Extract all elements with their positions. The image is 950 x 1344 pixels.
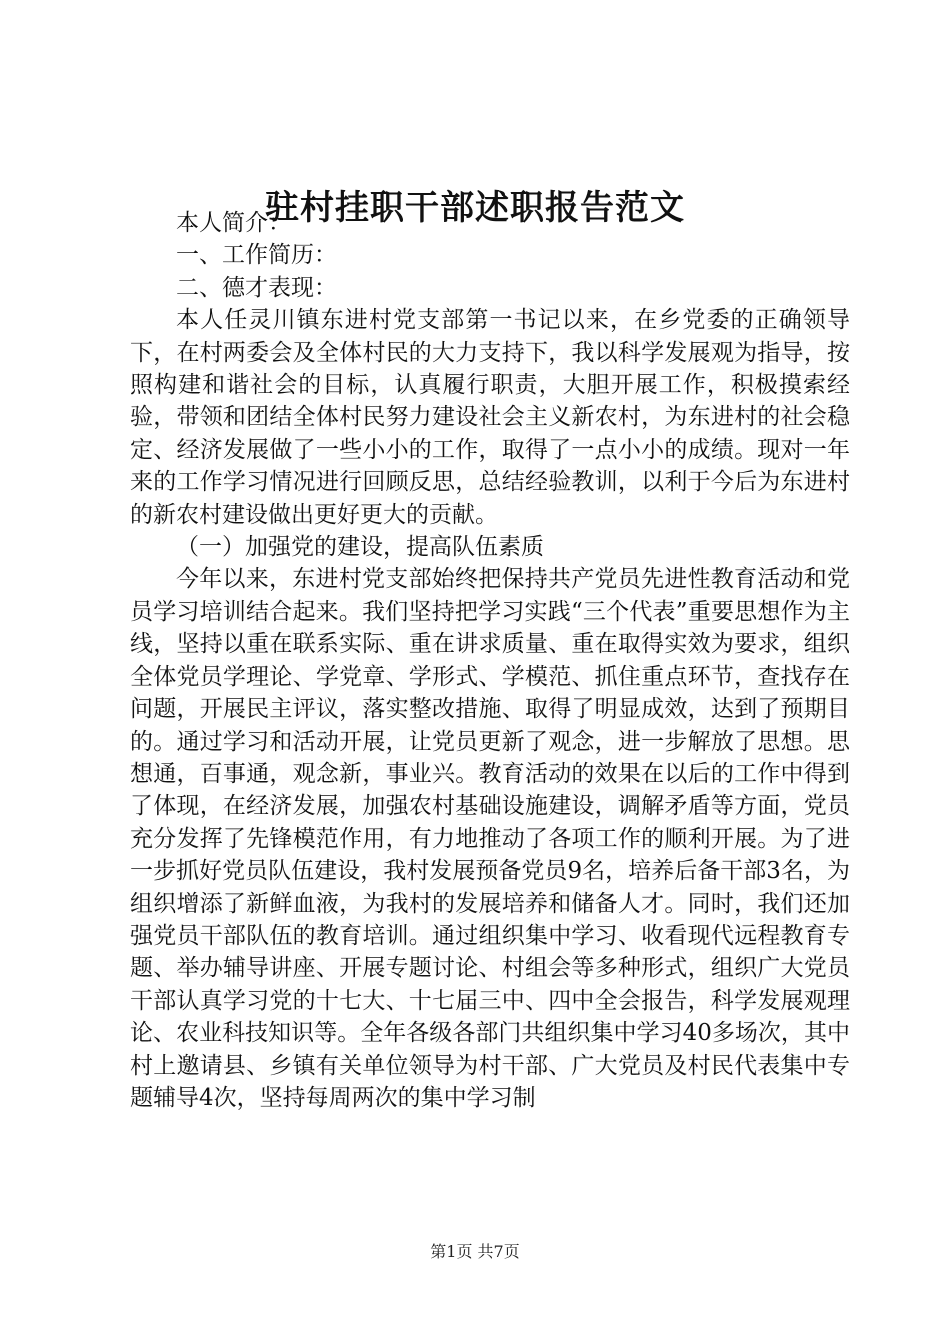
page-number: 第1页 共7页 xyxy=(430,1242,520,1261)
section-heading-party-building: （一）加强党的建设，提高队伍素质 xyxy=(176,534,544,561)
document-title: 驻村挂职干部述职报告范文 xyxy=(265,188,685,228)
paragraph-performance: 二、德才表现： xyxy=(176,274,337,301)
paragraph-party-building: 今年以来，东进村党支部始终把保持共产党员先进性教育活动和党员学习培训结合起来。我们坚持把学习实践“三个代表”重要思想作为主线，坚持以重在联系实际、重在讲求质量、重在取得实效为要求，组织全体党员学理论、学党章、学形式、学模范、抓住重点环节，查找存在问题，开展民主评议，落实整改措施、取得了明显成效，达到了预期目的。通过学习和活动开展，让党员更新了观念，进一步解放了思想。思想通，百事通，观念新，事业兴。教育活动的效果在以后的工作中得到了体现，在经济发展，加强农村基础设施建设，调解矛盾等方面，党员充分发挥了先锋模范作用，有力地推动了各项工作的顺利开展。为了进一步抓好党员队伍建设，我村发展预备党员9名，培养后备干部3名，为组织增添了新鲜血液，为我村的发展培养和储备人才。同时，我们还加强党员干部队伍的教育培训。通过组织集中学习、收看现代远程教育专题、举办辅导讲座、开展专题讨论、村组会等多种形式，组织广大党员干部认真学习党的十七大、十七届三中、四中全会报告，科学发展观理论、农业科技知识等。全年各级各部门共组织集中学习40多场次，其中村上邀请县、乡镇有关单位领导为村干部、广大党员及村民代表集中专题辅导4次，坚持每周两次的集中学习制 xyxy=(130,566,850,1111)
paragraph-summary: 本人任灵川镇东进村党支部第一书记以来，在乡党委的正确领导下，在村两委会及全体村民的大力支持下，我以科学发展观为指导，按照构建和谐社会的目标，认真履行职责，大胆开展工作，积极摸索经验，带领和团结全体村民努力建设社会主义新农村，为东进村的社会稳定、经济发展做了一些小小的工作，取得了一点小小的成绩。现对一年来的工作学习情况进行回顾反思，总结经验教训，以利于今后为东进村的新农村建设做出更好更大的贡献。 xyxy=(130,307,850,528)
paragraph-intro: 本人简介： xyxy=(176,210,291,236)
document-body xyxy=(130,207,850,1114)
paragraph-work-history: 一、工作简历： xyxy=(176,242,337,269)
